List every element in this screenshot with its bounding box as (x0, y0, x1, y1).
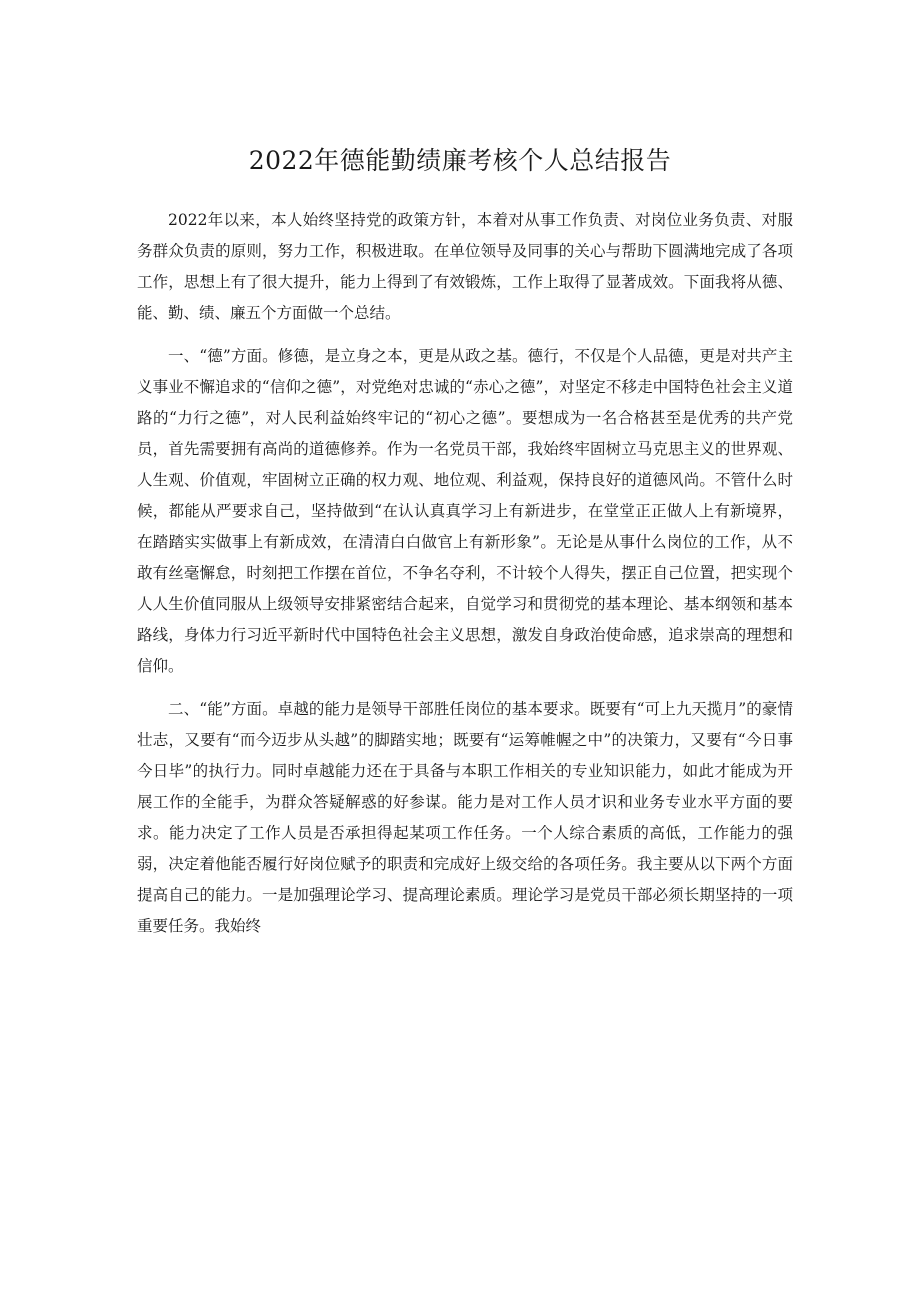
document-body (137, 205, 793, 954)
document-title: 2022年德能勤绩廉考核个人总结报告 (248, 146, 672, 175)
paragraph-intro: 2022年以来，本人始终坚持党的政策方针，本着对从事工作负责、对岗位业务负责、对服务群众负责的原则，努力工作，积极进取。在单位领导及同事的关心与帮助下圆满地完成了各项工作，思想上有了很大提升，能力上得到了有效锻炼，工作上取得了显著成效。下面我将从德、能、勤、绩、廉五个方面做一个总结。 (137, 211, 793, 322)
paragraph-de: 一、“德”方面。修德，是立身之本，更是从政之基。德行，不仅是个人品德，更是对共产主义事业不懈追求的“信仰之德”，对党绝对忠诚的“赤心之德”，对坚定不移走中国特色社会主义道路的“力行之德”，对人民利益始终牢记的“初心之德”。要想成为一名合格甚至是优秀的共产党员，首先需要拥有高尚的道德修养。作为一名党员干部，我始终牢固树立马克思主义的世界观、人生观、价值观，牢固树立正确的权力观、地位观、利益观，保持良好的道德风尚。不管什么时候，都能从严要求自己，坚持做到“在认认真真学习上有新进步，在堂堂正正做人上有新境界，在踏踏实实做事上有新成效，在清清白白做官上有新形象”。无论是从事什么岗位的工作，从不敢有丝毫懈怠，时刻把工作摆在首位，不争名夺利，不计较个人得失，摆正自己位置，把实现个人人生价值同服从上级领导安排紧密结合起来，自觉学习和贯彻党的基本理论、基本纲领和基本路线，身体力行习近平新时代中国特色社会主义思想，激发自身政治使命感，追求崇高的理想和信仰。 (137, 347, 793, 675)
paragraph-neng: 二、“能”方面。卓越的能力是领导干部胜任岗位的基本要求。既要有“可上九天揽月”的豪情壮志，又要有“而今迈步从头越”的脚踏实地；既要有“运筹帷幄之中”的决策力，又要有“今日事今日毕”的执行力。同时卓越能力还在于具备与本职工作相关的专业知识能力，如此才能成为开展工作的全能手，为群众答疑解惑的好参谋。能力是对工作人员才识和业务专业水平方面的要求。能力决定了工作人员是否承担得起某项工作任务。一个人综合素质的高低，工作能力的强弱，决定着他能否履行好岗位赋予的职责和完成好上级交给的各项任务。我主要从以下两个方面提高自己的能力。一是加强理论学习、提高理论素质。理论学习是党员干部必须长期坚持的一项重要任务。我始终 (137, 700, 793, 935)
